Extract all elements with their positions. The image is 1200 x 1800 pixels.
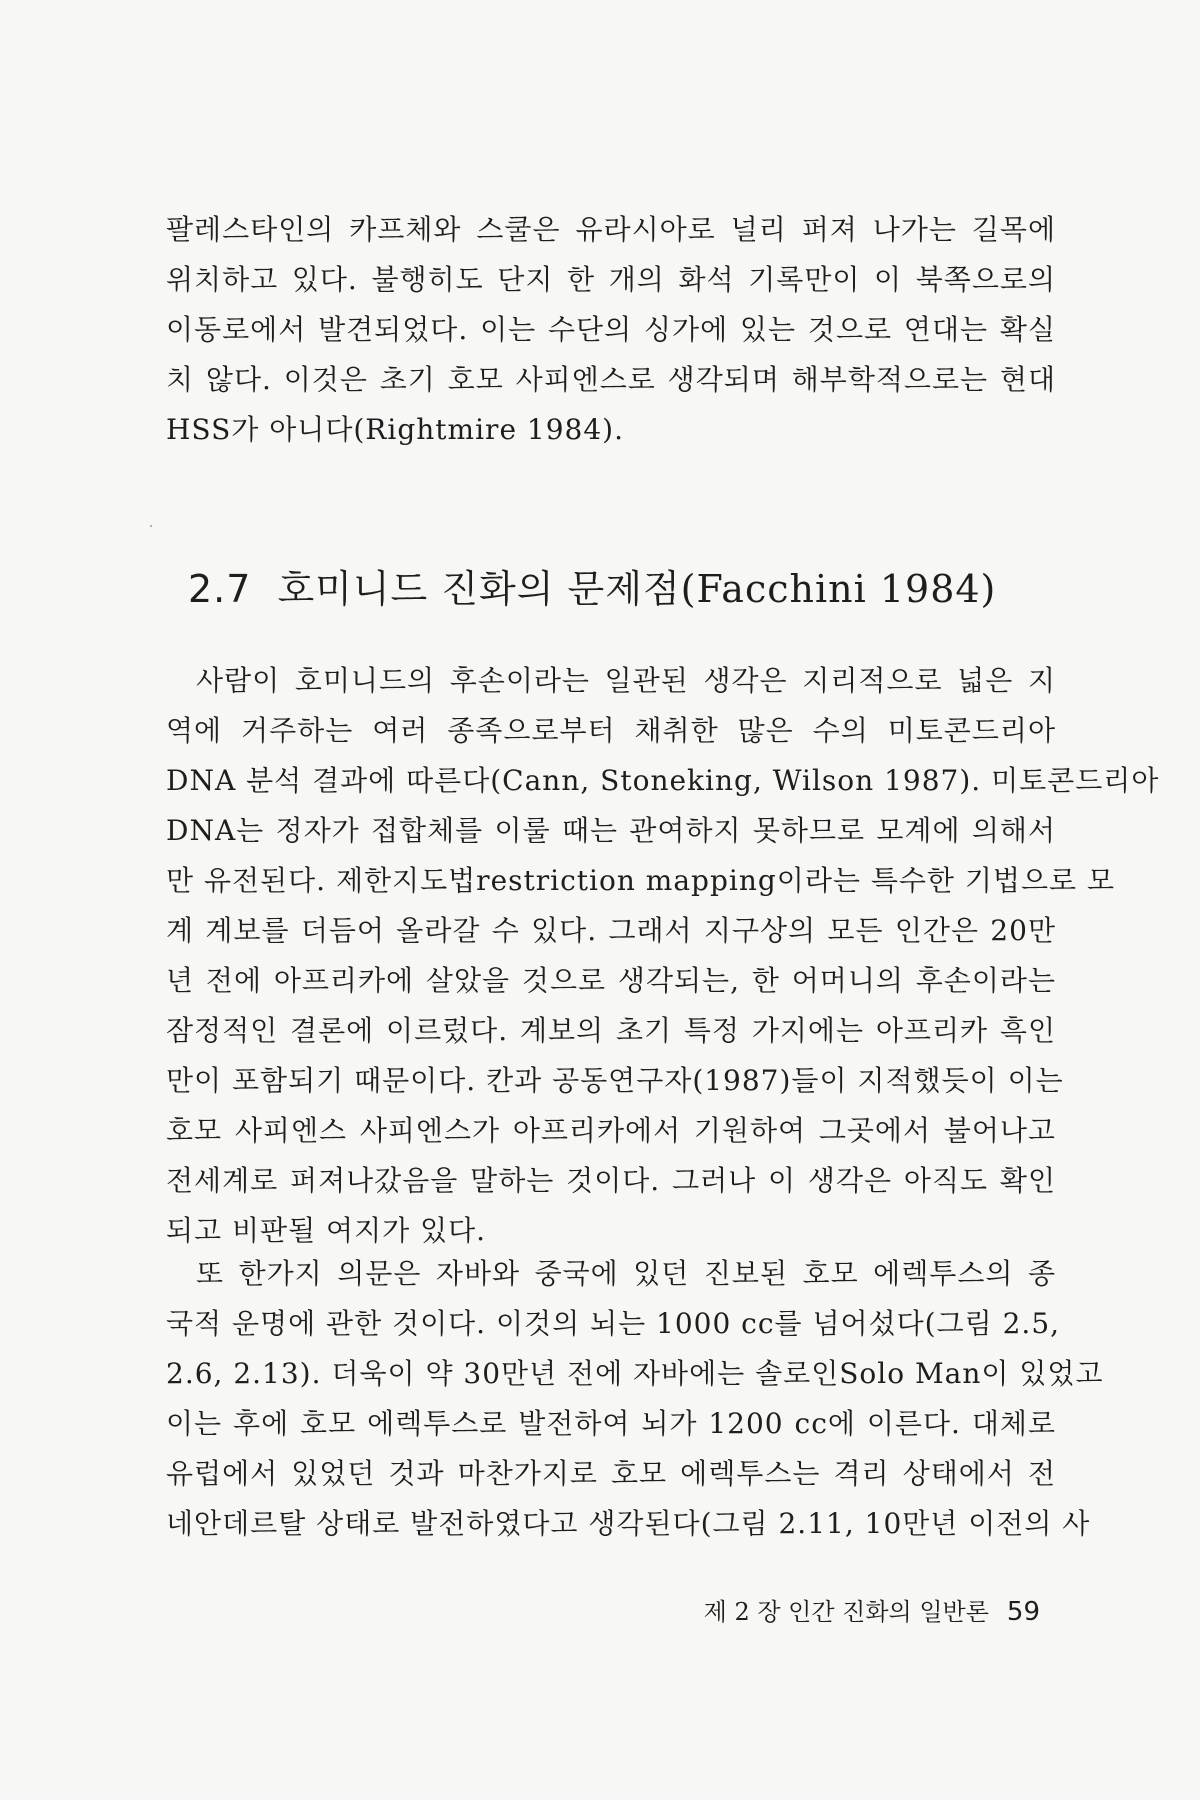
paragraph-line: 잠정적인 결론에 이르렀다. 계보의 초기 특정 가지에는 아프리카 흑인 (166, 1014, 1056, 1047)
paragraph-line: 팔레스타인의 카프체와 스쿨은 유라시아로 널리 퍼져 나가는 길목에 (166, 213, 1056, 246)
paragraph-line: 네안데르탈 상태로 발전하였다고 생각된다(그림 2.11, 10만년 이전의 사 (166, 1507, 1091, 1540)
section-heading (188, 558, 996, 613)
paragraph-line: 호모 사피엔스 사피엔스가 아프리카에서 기원하여 그곳에서 불어나고 (166, 1114, 1056, 1147)
paragraph-line: DNA는 정자가 접합체를 이룰 때는 관여하지 못하므로 모계에 의해서 (166, 814, 1056, 847)
paragraph-line: 사람이 호미니드의 후손이라는 일관된 생각은 지리적으로 넓은 지 (196, 664, 1056, 697)
section-number: 2.7 (188, 567, 252, 611)
page-footer (704, 1592, 1040, 1627)
paragraph-line: 되고 비판될 여지가 있다. (166, 1214, 487, 1247)
paragraph-line: HSS가 아니다(Rightmire 1984). (166, 413, 624, 446)
paragraph-line: 만이 포함되기 때문이다. 칸과 공동연구자(1987)들이 지적했듯이 이는 (166, 1064, 1064, 1097)
paragraph-line: 계 계보를 더듬어 올라갈 수 있다. 그래서 지구상의 모든 인간은 20만 (166, 914, 1056, 947)
paragraph-line: DNA 분석 결과에 따른다(Cann, Stoneking, Wilson 1987). 미토콘드리아 (166, 764, 1160, 797)
paragraph-line: 년 전에 아프리카에 살았을 것으로 생각되는, 한 어머니의 후손이라는 (166, 964, 1056, 997)
scan-speck (150, 525, 152, 527)
paragraph-line: 이동로에서 발견되었다. 이는 수단의 싱가에 있는 것으로 연대는 확실 (166, 313, 1056, 346)
paragraph-line: 전세계로 퍼져나갔음을 말하는 것이다. 그러나 이 생각은 아직도 확인 (166, 1164, 1056, 1197)
paragraph-line: 유럽에서 있었던 것과 마찬가지로 호모 에렉투스는 격리 상태에서 전 (166, 1457, 1056, 1490)
paragraph-line: 또 한가지 의문은 자바와 중국에 있던 진보된 호모 에렉투스의 종 (196, 1257, 1056, 1290)
paragraph-line: 만 유전된다. 제한지도법restriction mapping이라는 특수한 기법으로 모 (166, 864, 1116, 897)
page-number: 59 (1006, 1597, 1040, 1627)
running-footer-chapter: 제 2 장 인간 진화의 일반론 (703, 1598, 989, 1626)
paragraph-line: 위치하고 있다. 불행히도 단지 한 개의 화석 기록만이 이 북쪽으로의 (166, 263, 1056, 296)
paragraph-line: 국적 운명에 관한 것이다. 이것의 뇌는 1000 cc를 넘어섰다(그림 2.5, (166, 1307, 1061, 1340)
paragraph-line: 역에 거주하는 여러 종족으로부터 채취한 많은 수의 미토콘드리아 (166, 714, 1056, 747)
paragraph-2 (166, 656, 1160, 1256)
paragraph-1 (166, 205, 1056, 455)
section-title: 호미니드 진화의 문제점(Facchini 1984) (277, 567, 997, 611)
paragraph-line: 2.6, 2.13). 더욱이 약 30만년 전에 자바에는 솔로인Solo Man이 있었고 (166, 1357, 1104, 1390)
paragraph-3 (166, 1249, 1104, 1549)
paragraph-line: 치 않다. 이것은 초기 호모 사피엔스로 생각되며 해부학적으로는 현대 (166, 363, 1056, 396)
paragraph-line: 이는 후에 호모 에렉투스로 발전하여 뇌가 1200 cc에 이른다. 대체로 (166, 1407, 1056, 1440)
